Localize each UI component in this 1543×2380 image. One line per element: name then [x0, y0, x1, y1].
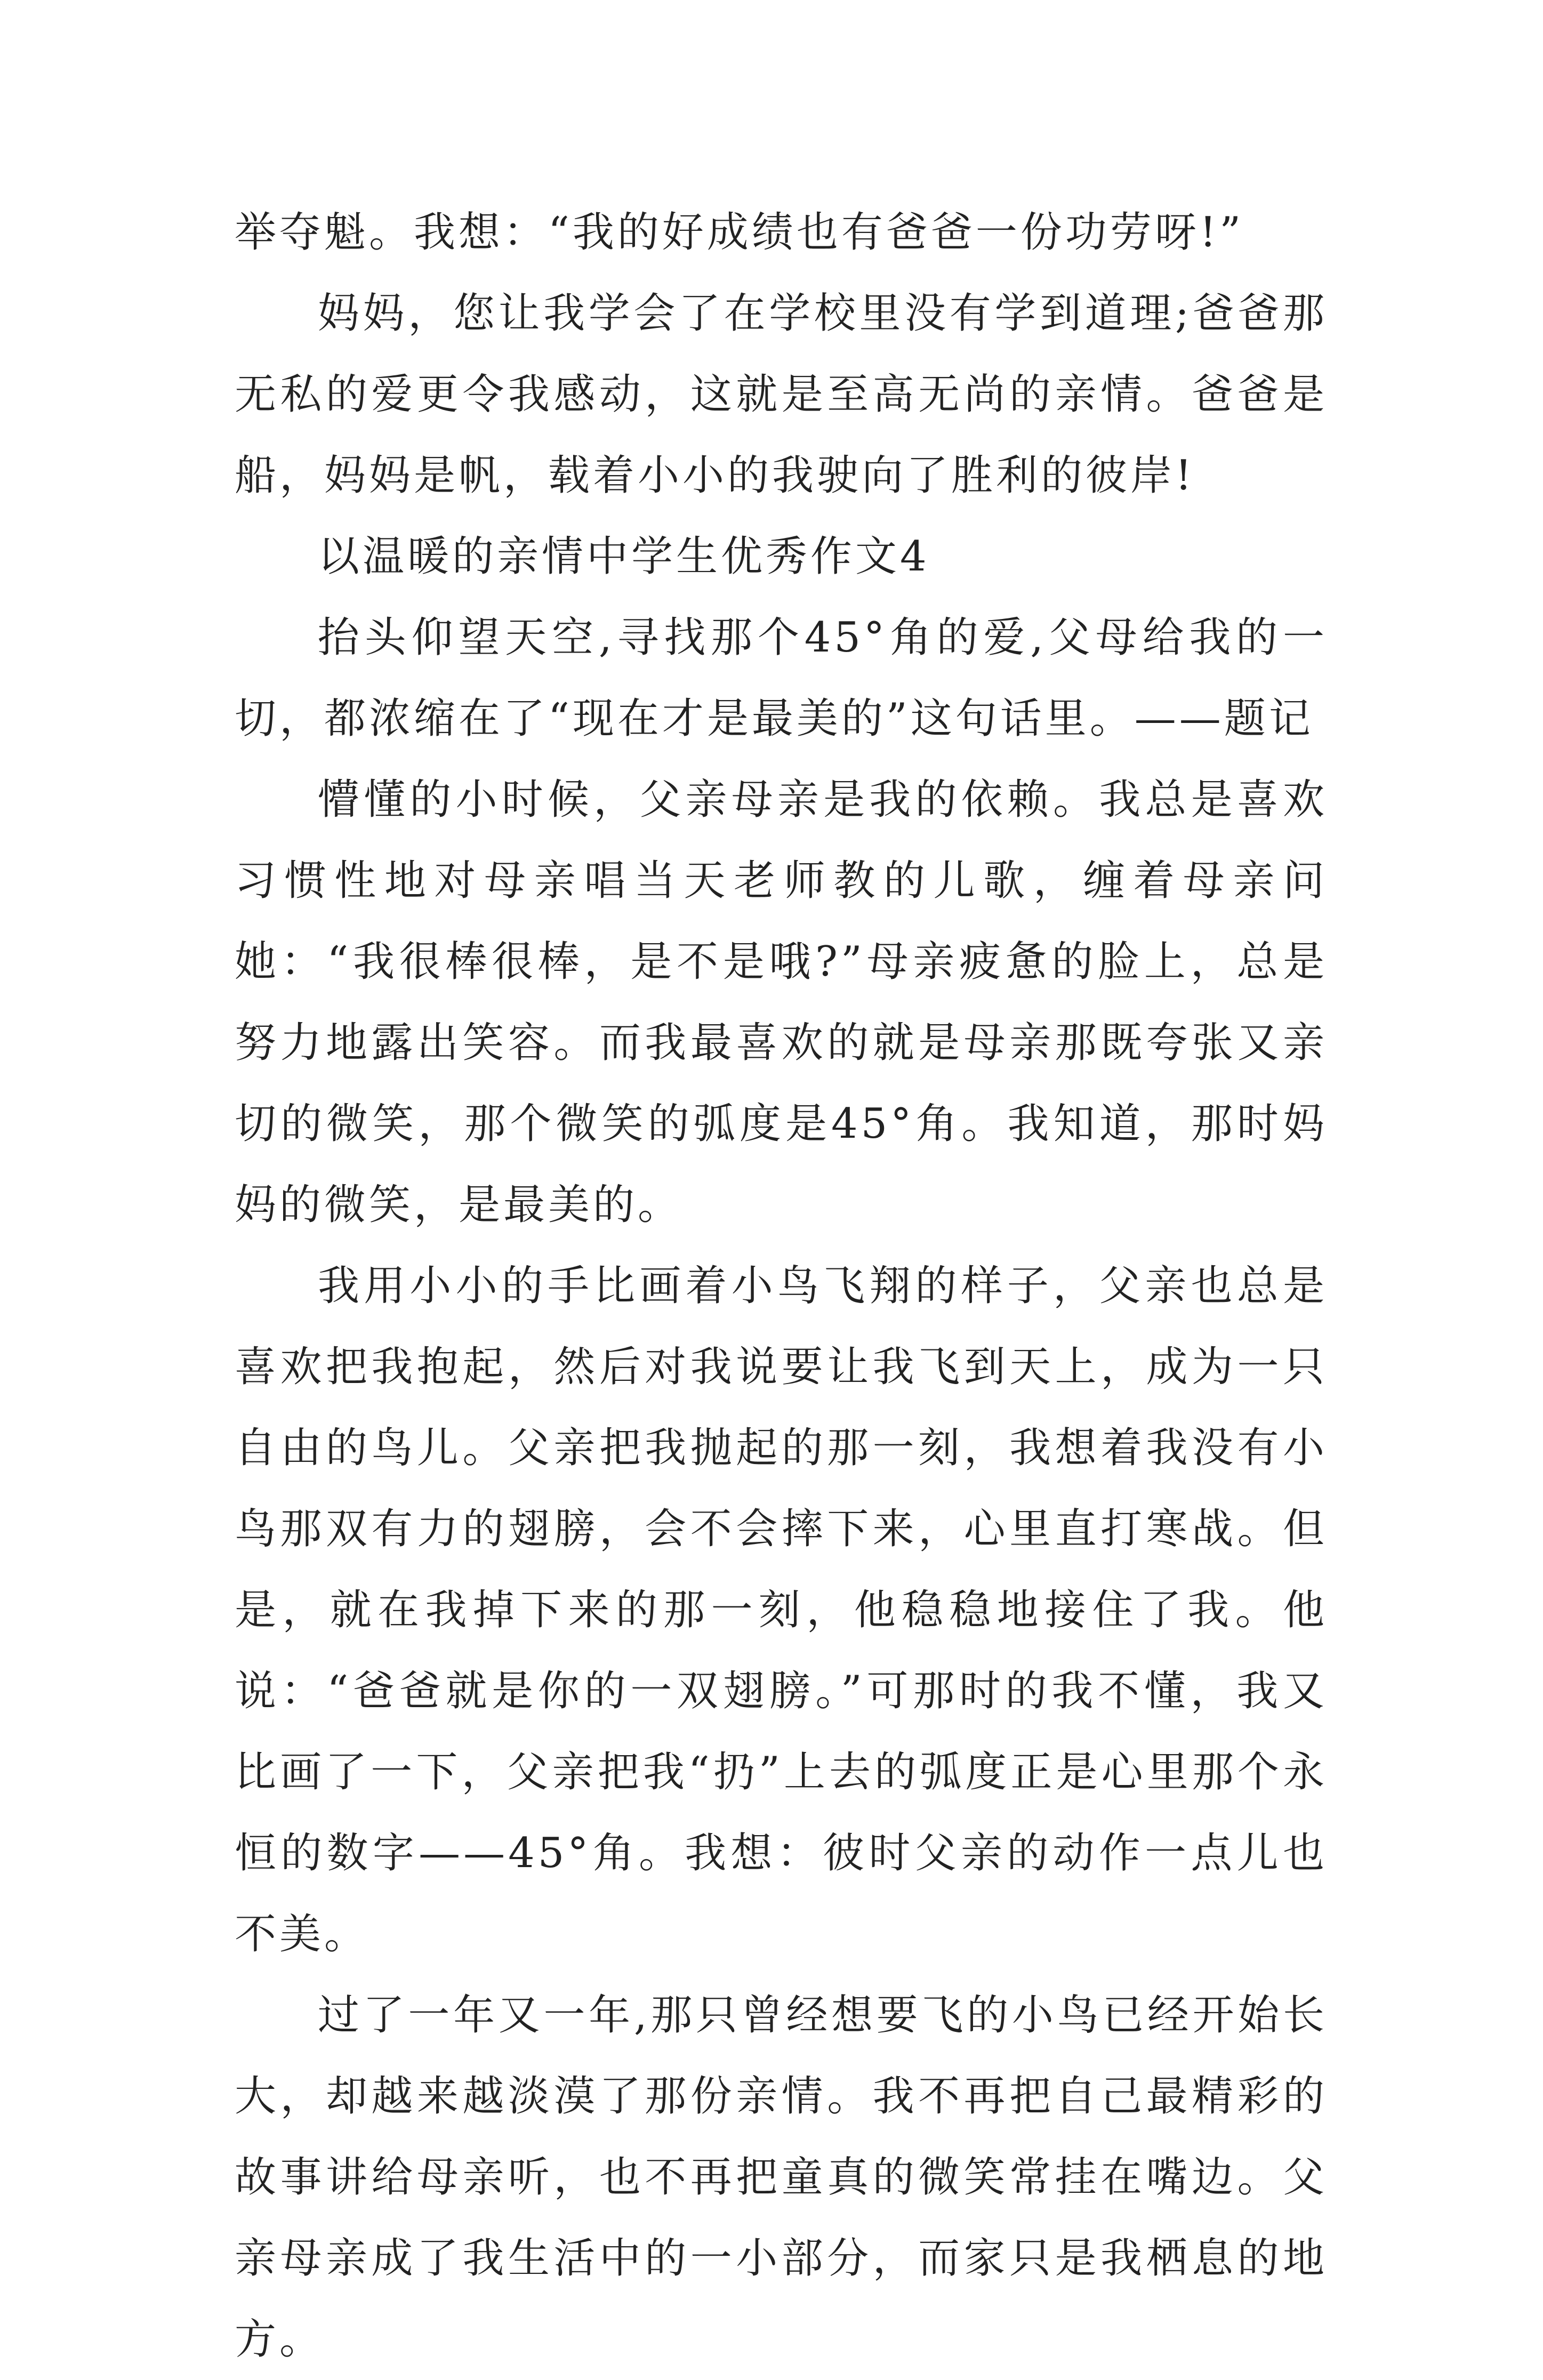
paragraph: 过了一年又一年,那只曾经想要飞的小鸟已经开始长大，却越来越淡漠了那份亲情。我不再把自己最精彩的故事讲给母亲听，也不再把童真的微笑常挂在嘴边。父亲母亲成了我生活中的一小部分，而家只是我栖息的地方。	[235, 1991, 1328, 2363]
document-body	[235, 192, 1328, 2380]
essay-title: 以温暖的亲情中学生优秀作文4	[318, 533, 930, 581]
paragraph: 我用小小的手比画着小鸟飞翔的样子，父亲也总是喜欢把我抱起，然后对我说要让我飞到天上，成为一只自由的鸟儿。父亲把我抛起的那一刻，我想着我没有小鸟那双有力的翅膀，会不会摔下来，心里直打寒战。但是，就在我掉下来的那一刻，他稳稳地接住了我。他说：“爸爸就是你的一双翅膀。”可那时的我不懂，我又比画了一下，父亲把我“扔”上去的弧度正是心里那个永恒的数字——45°角。我想：彼时父亲的动作一点儿也不美。	[235, 1262, 1328, 1958]
paragraph: 妈妈，您让我学会了在学校里没有学到道理;爸爸那无私的爱更令我感动，这就是至高无尚的亲情。爸爸是船，妈妈是帆，载着小小的我驶向了胜利的彼岸!	[235, 290, 1328, 500]
paragraph: 懵懂的小时候，父亲母亲是我的依赖。我总是喜欢习惯性地对母亲唱当天老师教的儿歌，缠着母亲问她：“我很棒很棒，是不是哦?”母亲疲惫的脸上，总是努力地露出笑容。而我最喜欢的就是母亲那既夸张又亲切的微笑，那个微笑的弧度是45°角。我知道，那时妈妈的微笑，是最美的。	[235, 776, 1328, 1229]
paragraph-epigraph: 抬头仰望天空,寻找那个45°角的爱,父母给我的一切，都浓缩在了“现在才是最美的”这句话里。——题记	[235, 614, 1328, 743]
paragraph-continued: 举夺魁。我想：“我的好成绩也有爸爸一份功劳呀!”	[235, 208, 1244, 256]
